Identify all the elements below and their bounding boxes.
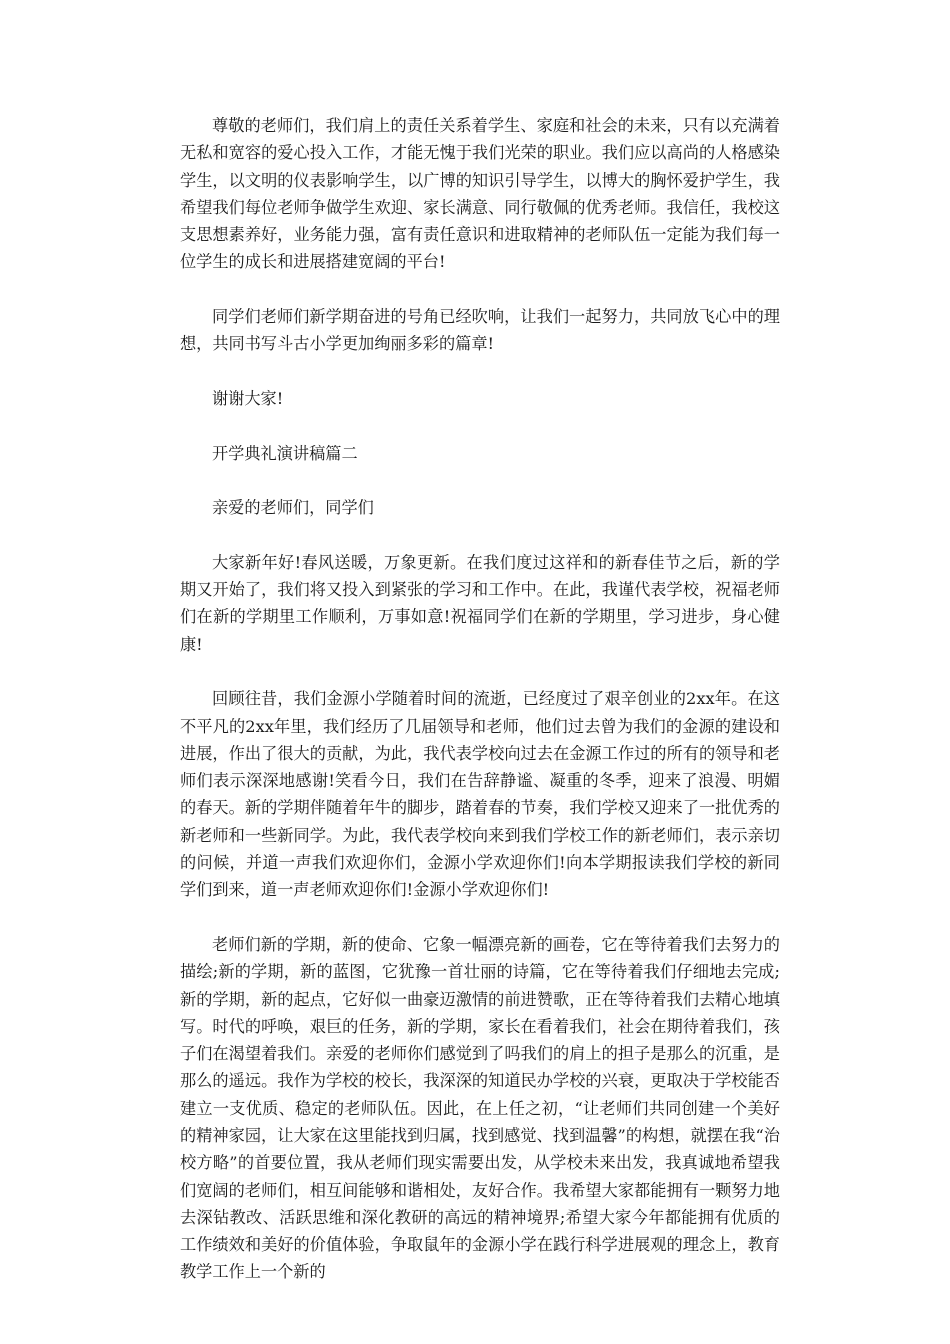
paragraph: 回顾往昔，我们金源小学随着时间的流逝，已经度过了艰辛创业的2xx年。在这不平凡的2xx年里，我们经历了几届领导和老师，他们过去曾为我们的金源的建设和进展，作出了很大的贡献，为此，我代表学校向过去在金源工作过的所有的领导和老师们表示深深地感谢!笑看今日，我们在告辞静谧、凝重的冬季，迎来了浪漫、明媚的春天。新的学期伴随着年牛的脚步，踏着春的节奏，我们学校又迎来了一批优秀的新老师和一些新同学。为此，我代表学校向来到我们学校工作的新老师们，表示亲切的问候，并道一声我们欢迎你们，金源小学欢迎你们!向本学期报读我们学校的新同学们到来，道一声老师欢迎你们!金源小学欢迎你们!	[180, 689, 780, 900]
salutation: 亲爱的老师们，同学们	[212, 498, 374, 518]
closing-line: 谢谢大家!	[212, 388, 284, 408]
paragraph: 大家新年好!春风送暖，万象更新。在我们度过这祥和的新春佳节之后，新的学期又开始了，我们将又投入到紧张的学习和工作中。在此，我谨代表学校，祝福老师们在新的学期里工作顺利，万事如意!祝福同学们在新的学期里，学习进步，身心健康!	[180, 552, 780, 654]
paragraph: 尊敬的老师们，我们肩上的责任关系着学生、家庭和社会的未来，只有以充满着无私和宽容的爱心投入工作，才能无愧于我们光荣的职业。我们应以高尚的人格感染学生，以文明的仪表影响学生，以广博的知识引导学生，以博大的胸怀爱护学生，我希望我们每位老师争做学生欢迎、家长满意、同行敬佩的优秀老师。我信任，我校这支思想素养好，业务能力强，富有责任意识和进取精神的老师队伍一定能为我们每一位学生的成长和进展搭建宽阔的平台!	[180, 116, 780, 272]
paragraph: 同学们老师们新学期奋进的号角已经吹响，让我们一起努力，共同放飞心中的理想，共同书写斗古小学更加绚丽多彩的篇章!	[180, 307, 780, 354]
paragraph: 老师们新的学期，新的使命、它象一幅漂亮新的画卷，它在等待着我们去努力的描绘;新的学期，新的蓝图，它犹豫一首壮丽的诗篇，它在等待着我们仔细地去完成;新的学期，新的起点，它好似一曲豪迈激情的前进赞歌，正在等待着我们去精心地填写。时代的呼唤，艰巨的任务，新的学期，家长在看着我们，社会在期待着我们，孩子们在渴望着我们。亲爱的老师你们感觉到了吗我们的肩上的担子是那么的沉重，是那么的遥远。我作为学校的校长，我深深的知道民办学校的兴衰，更取决于学校能否建立一支优质、稳定的老师队伍。因此，在上任之初，“让老师们共同创建一个美好的精神家园，让大家在这里能找到归属，找到感觉、找到温馨”的构想，就摆在我“治校方略”的首要位置，我从老师们现实需要出发，从学校未来出发，我真诚地希望我们宽阔的老师们，相互间能够和谐相处，友好合作。我希望大家都能拥有一颗努力地去深钻教改、活跃思维和深化教研的高远的精神境界;希望大家今年都能拥有优质的工作绩效和美好的价值体验，争取鼠年的金源小学在践行科学进展观的理念上，教育教学工作上一个新的	[180, 934, 780, 1282]
document-body	[180, 112, 780, 1313]
section-heading: 开学典礼演讲稿篇二	[212, 443, 358, 463]
